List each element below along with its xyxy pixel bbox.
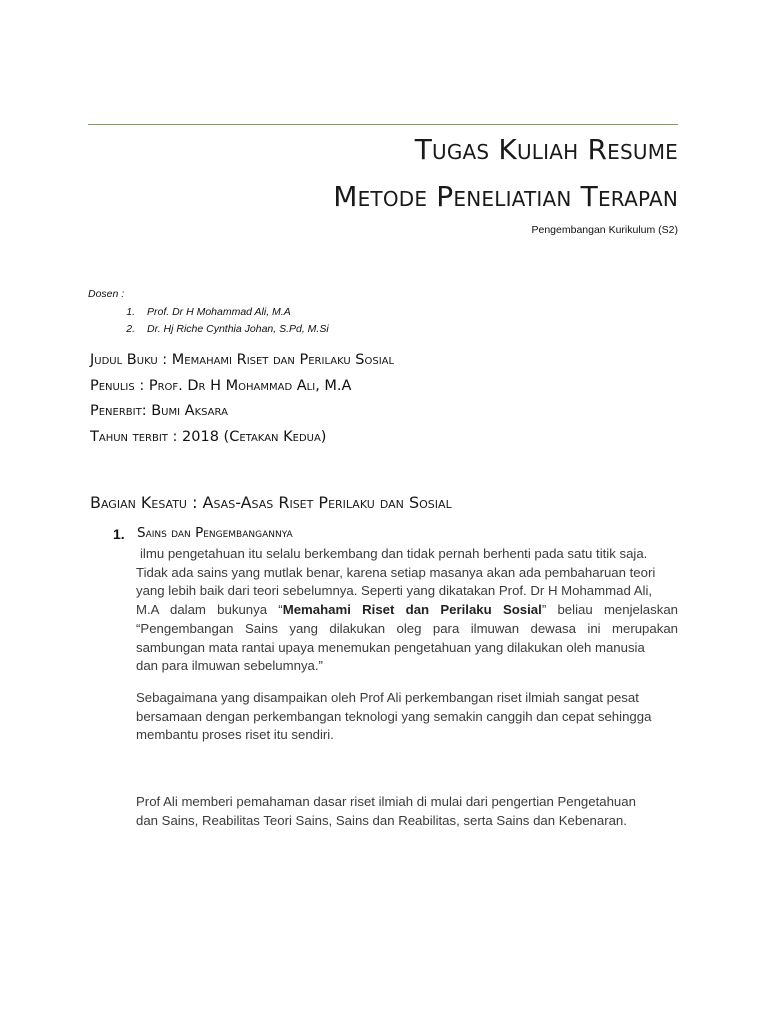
- paragraph-sains-development: [136, 545, 678, 676]
- paragraph-line: Prof Ali memberi pemahaman dasar riset ilmiah di mulai dari pengertian Pengetahuan: [136, 794, 636, 809]
- book-year-line: Tahun terbit : 2018 (Cetakan Kedua): [90, 429, 327, 445]
- paragraph-line: dan Sains, Reabilitas Teori Sains, Sains dan Reabilitas, serta Sains dan Kebenaran.: [136, 812, 627, 828]
- dosen-list-item: [88, 304, 329, 321]
- paragraph-line: ilmu pengetahuan itu selalu berkembang dan tidak pernah berhenti pada satu titik saja.: [140, 546, 648, 561]
- paragraph-line: Sebagaimana yang disampaikan oleh Prof Ali perkembangan riset ilmiah sangat pesat: [136, 690, 639, 705]
- dosen-item-name: Prof. Dr H Mohammad Ali, M.A: [147, 306, 291, 318]
- paragraph-line: membantu proses riset itu sendiri.: [136, 727, 334, 743]
- dosen-item-number: 2.: [126, 323, 135, 335]
- document-title-line-2: Metode Peneliatian Terapan: [333, 180, 678, 213]
- document-subtitle: Pengembangan Kurikulum (S2): [531, 224, 678, 236]
- paragraph-line: bersamaan dengan perkembangan teknologi yang semakin canggih dan cepat sehingga: [136, 708, 652, 724]
- paragraph-basic-understanding: [136, 793, 678, 830]
- paragraph-line: sambungan mata rantai upaya menemukan pengetahuan yang dilakukan oleh manusia: [136, 639, 645, 655]
- paragraph-line: Tidak ada sains yang mutlak benar, karena setiap masanya akan ada pembaharuan teori: [136, 564, 656, 580]
- paragraph-text: ” beliau menjelaskan: [541, 602, 678, 618]
- paragraph-research-progress: [136, 689, 678, 745]
- paragraph-line: “Pengembangan Sains yang dilakukan oleg para ilmuwan dewasa ini merupakan: [136, 620, 678, 636]
- dosen-list-item: [88, 321, 329, 338]
- book-author-line: Penulis : Prof. Dr H Mohammad Ali, M.A: [90, 378, 352, 394]
- dosen-item-number: 1.: [126, 306, 135, 318]
- paragraph-line: dan para ilmuwan sebelumnya.”: [136, 658, 323, 674]
- book-publisher-line: Penerbit: Bumi Aksara: [90, 403, 228, 419]
- dosen-label: Dosen :: [88, 288, 125, 300]
- subsection-heading: Sains dan Pengembangannya: [137, 525, 293, 541]
- subsection-number: 1.: [113, 526, 125, 542]
- paragraph-line: yang lebih baik dari teori sebelumnya. Seperti yang dikatakan Prof. Dr H Mohammad Ali,: [136, 583, 653, 599]
- dosen-item-name: Dr. Hj Riche Cynthia Johan, S.Pd, M.Si: [147, 323, 329, 335]
- paragraph-text: M.A dalam bukunya “: [136, 602, 283, 618]
- header-rule: [88, 124, 678, 125]
- document-title-line-1: Tugas Kuliah Resume: [414, 133, 678, 166]
- paragraph-line: [136, 601, 678, 620]
- book-title-line: Judul Buku : Memahami Riset dan Perilaku Sosial: [90, 352, 395, 368]
- book-title-emphasis: Memahami Riset dan Perilaku Sosial: [282, 602, 542, 618]
- section-heading: Bagian Kesatu : Asas-Asas Riset Perilaku dan Sosial: [90, 493, 452, 512]
- dosen-list: [88, 304, 329, 338]
